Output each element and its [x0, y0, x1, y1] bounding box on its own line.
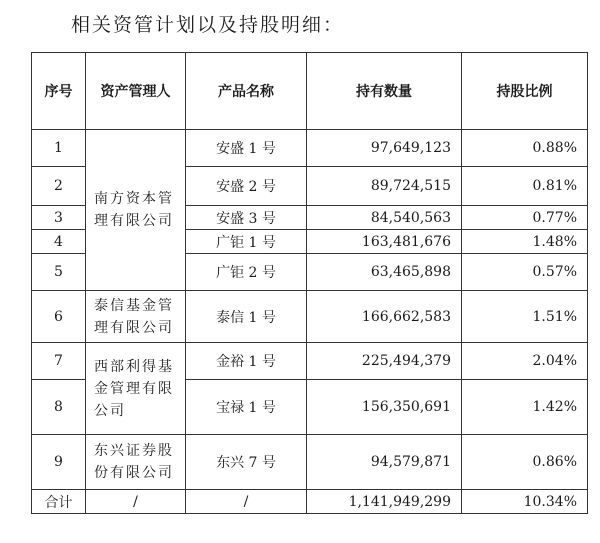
row-product: 广钜 1 号 [186, 230, 307, 254]
row-ratio: 0.57% [462, 254, 588, 291]
row-ratio: 0.77% [462, 206, 588, 230]
row-product: 金裕 1 号 [186, 343, 307, 380]
row-product: 东兴 7 号 [186, 435, 307, 490]
row-seq: 9 [32, 435, 86, 490]
row-product: 安盛 3 号 [186, 206, 307, 230]
caption-title: 相关资管计划以及持股明细： [71, 14, 345, 36]
manager-cell: 东兴证券股份有限公司 [86, 435, 186, 490]
row-quantity: 94,579,871 [307, 435, 462, 490]
header-manager: 资产管理人 [86, 53, 186, 130]
table-row [32, 435, 588, 490]
total-quantity: 1,141,949,299 [307, 490, 462, 514]
row-quantity: 89,724,515 [307, 167, 462, 206]
row-seq: 4 [32, 230, 86, 254]
row-seq: 3 [32, 206, 86, 230]
total-manager: / [86, 490, 186, 514]
row-product: 安盛 1 号 [186, 130, 307, 167]
row-seq: 1 [32, 130, 86, 167]
total-ratio: 10.34% [462, 490, 588, 514]
row-seq: 7 [32, 343, 86, 380]
total-row [32, 490, 588, 514]
header-quantity: 持有数量 [307, 53, 462, 130]
row-product: 泰信 1 号 [186, 291, 307, 343]
table-row [32, 130, 588, 167]
row-ratio: 1.48% [462, 230, 588, 254]
row-ratio: 1.42% [462, 380, 588, 435]
row-quantity: 163,481,676 [307, 230, 462, 254]
row-ratio: 2.04% [462, 343, 588, 380]
row-ratio: 1.51% [462, 291, 588, 343]
table-row [32, 343, 588, 380]
row-ratio: 0.86% [462, 435, 588, 490]
row-quantity: 63,465,898 [307, 254, 462, 291]
header-ratio: 持股比例 [462, 53, 588, 130]
row-seq: 6 [32, 291, 86, 343]
manager-cell: 西部利得基金管理有限公司 [86, 343, 186, 435]
header-row [32, 53, 588, 130]
row-quantity: 225,494,379 [307, 343, 462, 380]
manager-cell: 南方资本管理有限公司 [86, 130, 186, 291]
table-row [32, 291, 588, 343]
row-seq: 8 [32, 380, 86, 435]
row-product: 安盛 2 号 [186, 167, 307, 206]
row-seq: 2 [32, 167, 86, 206]
row-quantity: 84,540,563 [307, 206, 462, 230]
header-seq: 序号 [32, 53, 86, 130]
row-quantity: 97,649,123 [307, 130, 462, 167]
row-quantity: 156,350,691 [307, 380, 462, 435]
row-product: 宝禄 1 号 [186, 380, 307, 435]
total-label: 合计 [32, 490, 86, 514]
row-product: 广钜 2 号 [186, 254, 307, 291]
total-product: / [186, 490, 307, 514]
row-quantity: 166,662,583 [307, 291, 462, 343]
manager-cell: 泰信基金管理有限公司 [86, 291, 186, 343]
header-product: 产品名称 [186, 53, 307, 130]
holdings-table [31, 52, 588, 514]
row-seq: 5 [32, 254, 86, 291]
row-ratio: 0.88% [462, 130, 588, 167]
row-ratio: 0.81% [462, 167, 588, 206]
